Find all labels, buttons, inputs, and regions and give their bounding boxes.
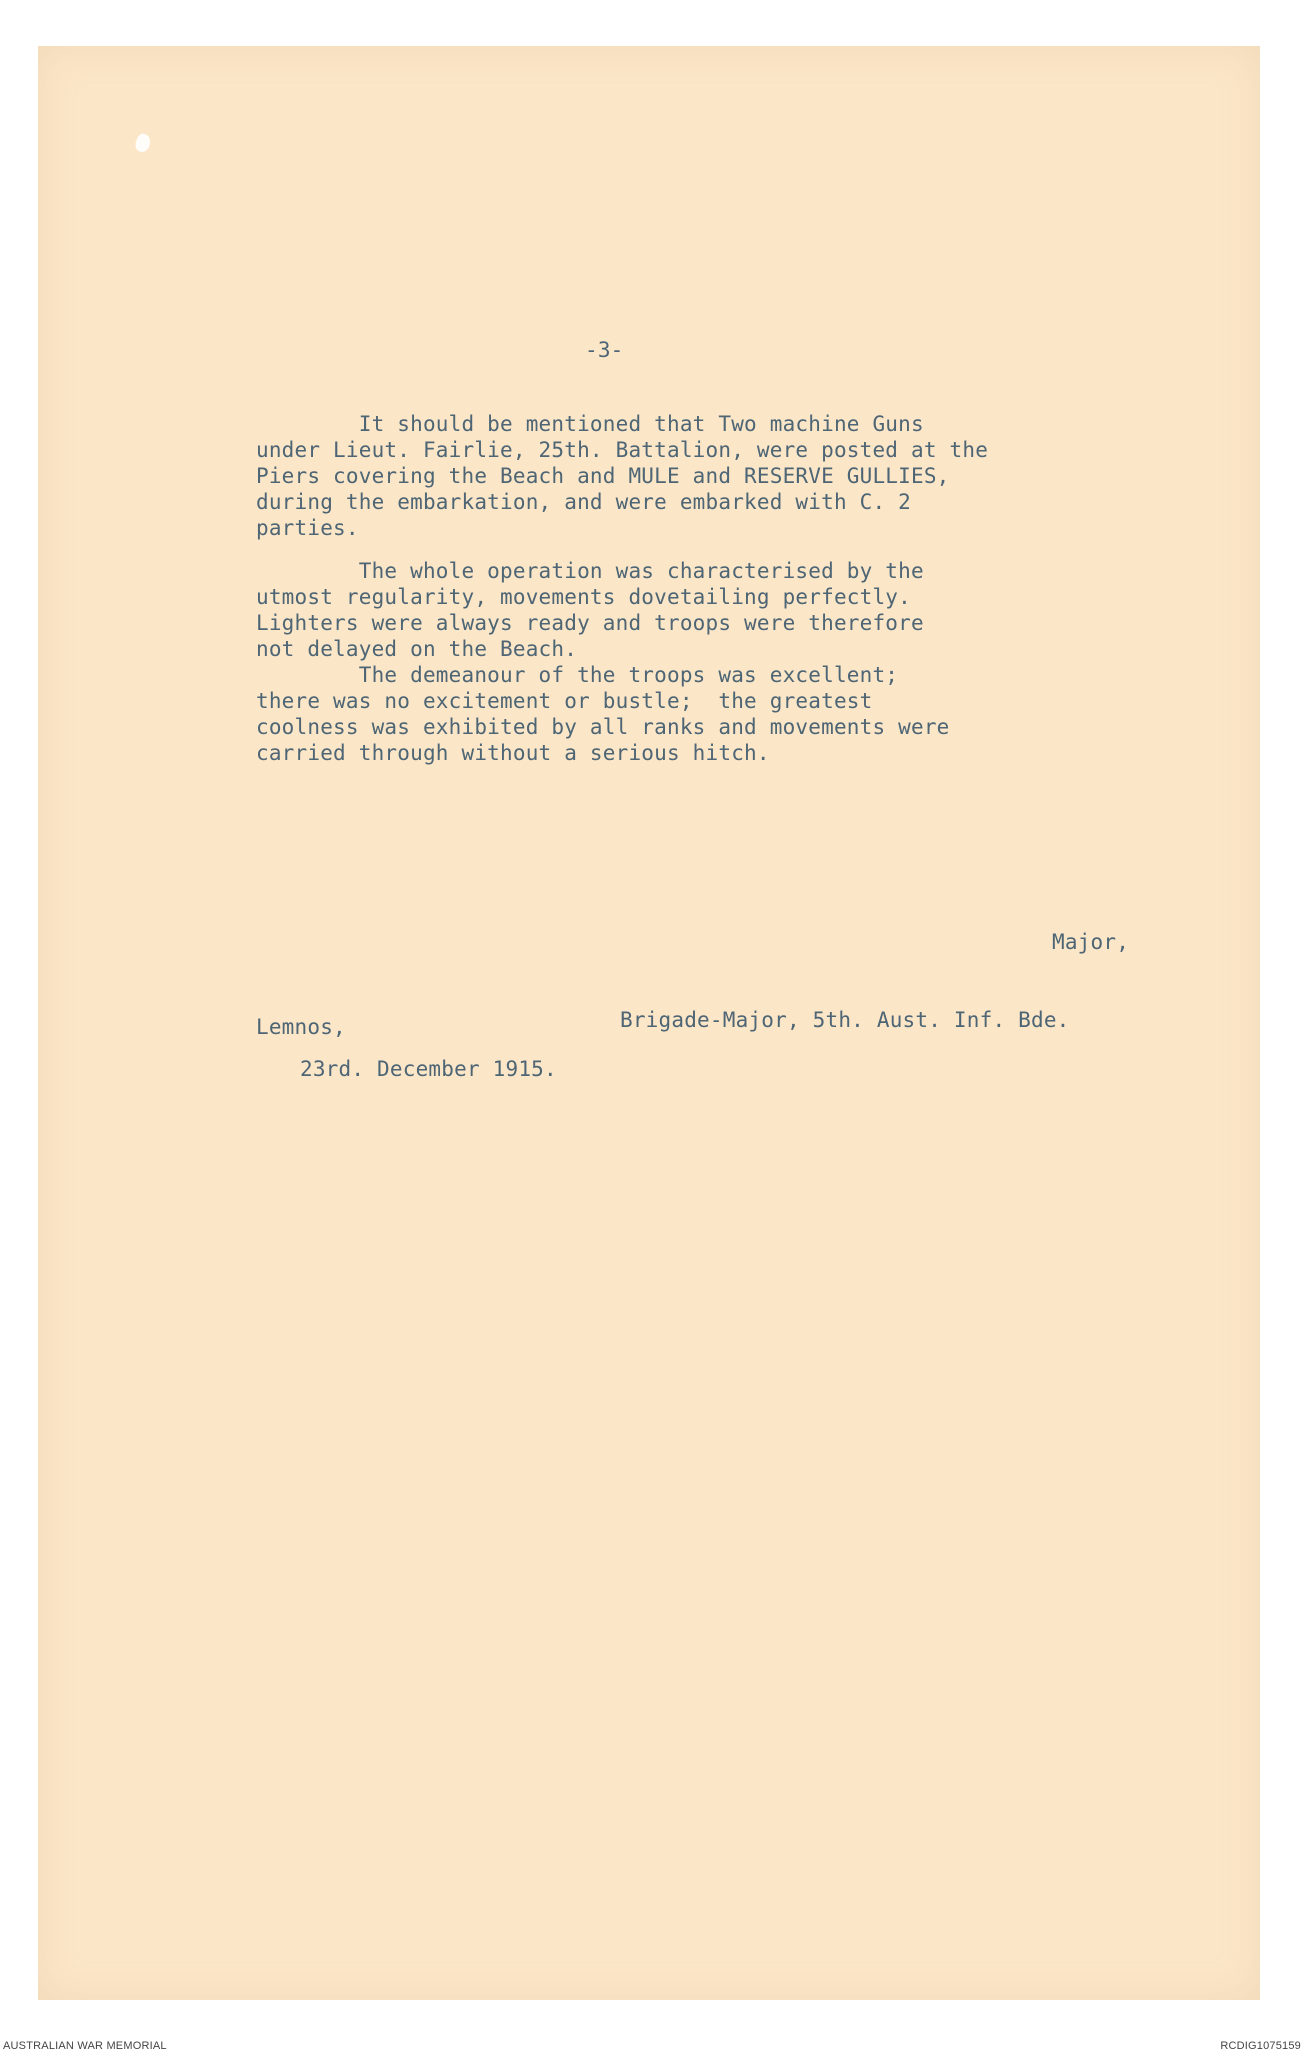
signature-block (620, 877, 1129, 1059)
date-line: 23rd. December 1915. (300, 1057, 557, 1081)
paragraph-machine-guns: It should be mentioned that Two machine Guns under Lieut. Fairlie, 25th. Battalion, were posted at the Piers covering the Beach and MULE and RESERVE GULLIES, during the embarkation, and were embarked with C. 2 parties. (256, 412, 989, 540)
page-number: -3- (585, 338, 624, 362)
signature-title: Brigade-Major, 5th. Aust. Inf. Bde. (620, 1008, 1070, 1032)
footer-reference-id: RCDIG1075159 (1220, 2040, 1301, 2052)
footer-institution: AUSTRALIAN WAR MEMORIAL (3, 2040, 167, 2052)
paragraph-operation: The whole operation was characterised by the utmost regularity, movements dovetailing perfectly. Lighters were always ready and troops were therefore not delayed on the Beach. The demeanour of the troops was excellent; there was no excitement or bustle; the greatest coolness was exhibited by all ranks and movements were carried through without a serious hitch. (256, 559, 950, 765)
place-line: Lemnos, (256, 1015, 346, 1039)
signature-rank: Major, (1052, 930, 1130, 954)
